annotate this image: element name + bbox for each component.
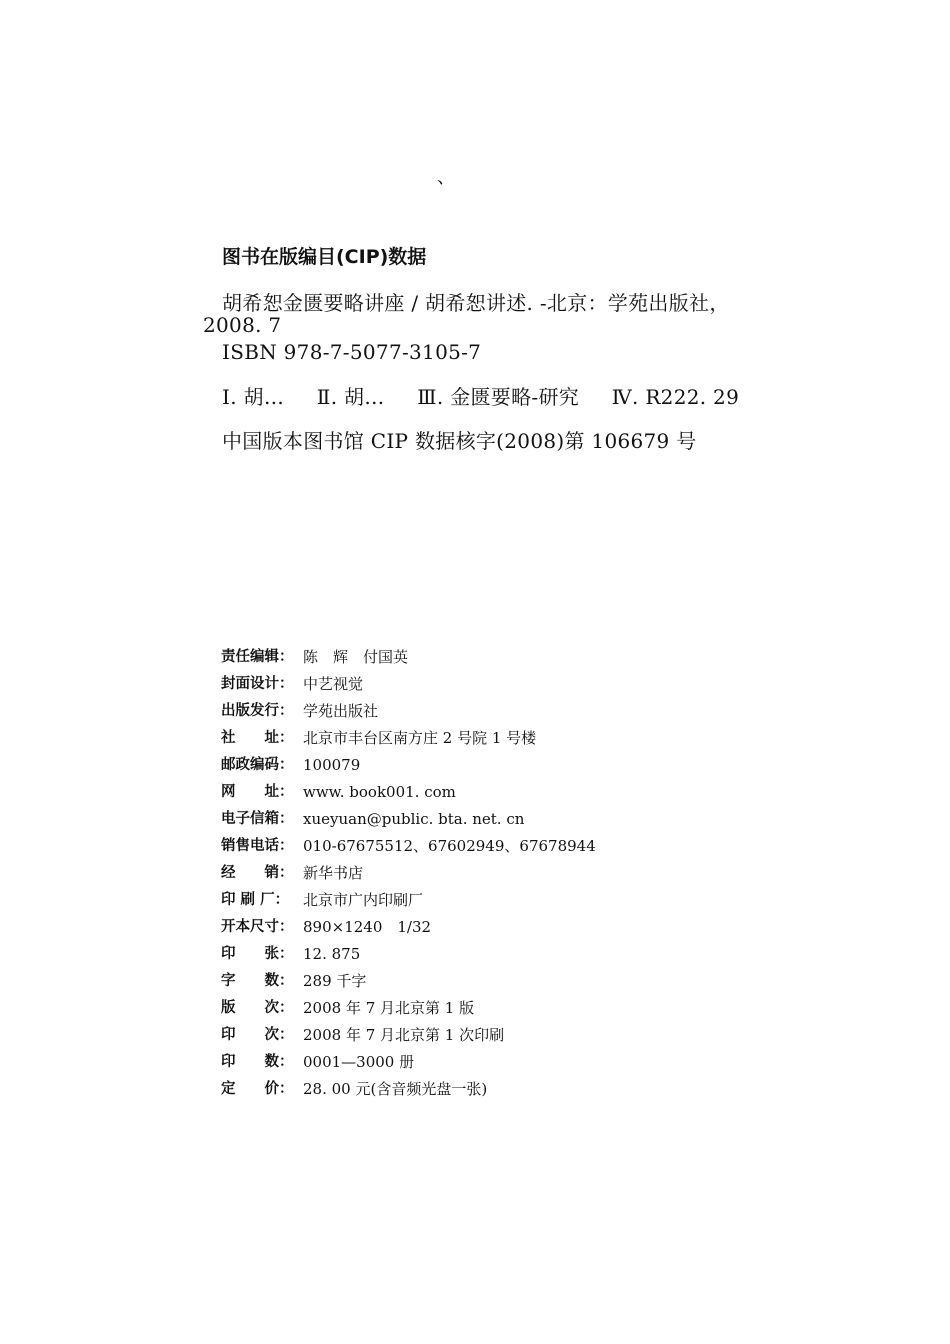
- cip-library-record: 中国版本图书馆 CIP 数据核字(2008)第 106679 号: [222, 429, 697, 453]
- info-value: 北京市丰台区南方庄 2 号院 1 号楼: [303, 729, 537, 747]
- info-label: 印 刷 厂：: [221, 892, 290, 908]
- info-label: 邮政编码：: [221, 757, 294, 773]
- info-label: 字 数：: [221, 973, 294, 989]
- info-value: 100079: [303, 756, 361, 774]
- info-label: 责任编辑：: [221, 649, 294, 665]
- info-label: 封面设计：: [221, 676, 294, 692]
- info-value: 28. 00 元(含音频光盘一张): [303, 1080, 488, 1098]
- info-row-printer: [221, 889, 596, 916]
- info-label: 经 销：: [221, 865, 294, 881]
- cip-class-1: Ⅰ. 胡…: [222, 385, 285, 409]
- cip-class-3: Ⅲ. 金匮要略-研究: [417, 385, 580, 409]
- info-value: 陈 辉 付国英: [303, 648, 409, 666]
- info-row-printing: [221, 1024, 596, 1051]
- info-label: 开本尺寸：: [221, 919, 294, 935]
- info-value: 12. 875: [303, 945, 361, 963]
- info-value: xueyuan@public. bta. net. cn: [303, 810, 525, 828]
- info-row-edition: [221, 997, 596, 1024]
- info-value: 010-67675512、67602949、67678944: [303, 837, 596, 855]
- info-row-sheets: [221, 943, 596, 970]
- cip-isbn: ISBN 978-7-5077-3105-7: [222, 340, 482, 364]
- info-value: 中艺视觉: [303, 675, 364, 693]
- info-label: 定 价：: [221, 1081, 294, 1097]
- info-value: 2008 年 7 月北京第 1 版: [303, 999, 475, 1017]
- info-value: 北京市广内印刷厂: [303, 891, 424, 909]
- info-value: 289 千字: [303, 972, 367, 990]
- info-row-distributor: [221, 862, 596, 889]
- info-row-email: [221, 808, 596, 835]
- cip-title: 图书在版编目(CIP)数据: [222, 246, 427, 268]
- info-value: 新华书店: [303, 864, 364, 882]
- info-row-address: [221, 727, 596, 754]
- cip-book-line: 胡希恕金匮要略讲座 / 胡希恕讲述. -北京：学苑出版社，: [222, 291, 730, 315]
- info-row-price: [221, 1078, 596, 1105]
- info-label: 印 次：: [221, 1027, 294, 1043]
- info-row-publisher: [221, 700, 596, 727]
- info-label: 印 数：: [221, 1054, 294, 1070]
- info-value: 0001—3000 册: [303, 1053, 415, 1071]
- info-row-cover-design: [221, 673, 596, 700]
- info-value: 2008 年 7 月北京第 1 次印刷: [303, 1026, 505, 1044]
- info-value: 890×1240 1/32: [303, 918, 432, 936]
- info-label: 电子信箱：: [221, 811, 294, 827]
- info-label: 网 址：: [221, 784, 294, 800]
- stray-mark: 、: [437, 167, 455, 188]
- cip-class-2: Ⅱ. 胡…: [316, 385, 385, 409]
- info-row-print-run: [221, 1051, 596, 1078]
- publication-info-list: [221, 646, 596, 1105]
- info-value: 学苑出版社: [303, 702, 379, 720]
- cip-class-4: Ⅳ. R222. 29: [611, 385, 740, 409]
- info-row-format: [221, 916, 596, 943]
- info-row-word-count: [221, 970, 596, 997]
- cip-classification: [222, 381, 765, 410]
- info-value: www. book001. com: [303, 783, 456, 801]
- info-row-postcode: [221, 754, 596, 781]
- cip-date-line: 2008. 7: [203, 313, 282, 337]
- info-row-editor: [221, 646, 596, 673]
- info-label: 印 张：: [221, 946, 294, 962]
- info-label: 销售电话：: [221, 838, 294, 854]
- info-label: 出版发行：: [221, 703, 294, 719]
- info-label: 版 次：: [221, 1000, 294, 1016]
- info-label: 社 址：: [221, 730, 294, 746]
- info-row-website: [221, 781, 596, 808]
- info-row-phone: [221, 835, 596, 862]
